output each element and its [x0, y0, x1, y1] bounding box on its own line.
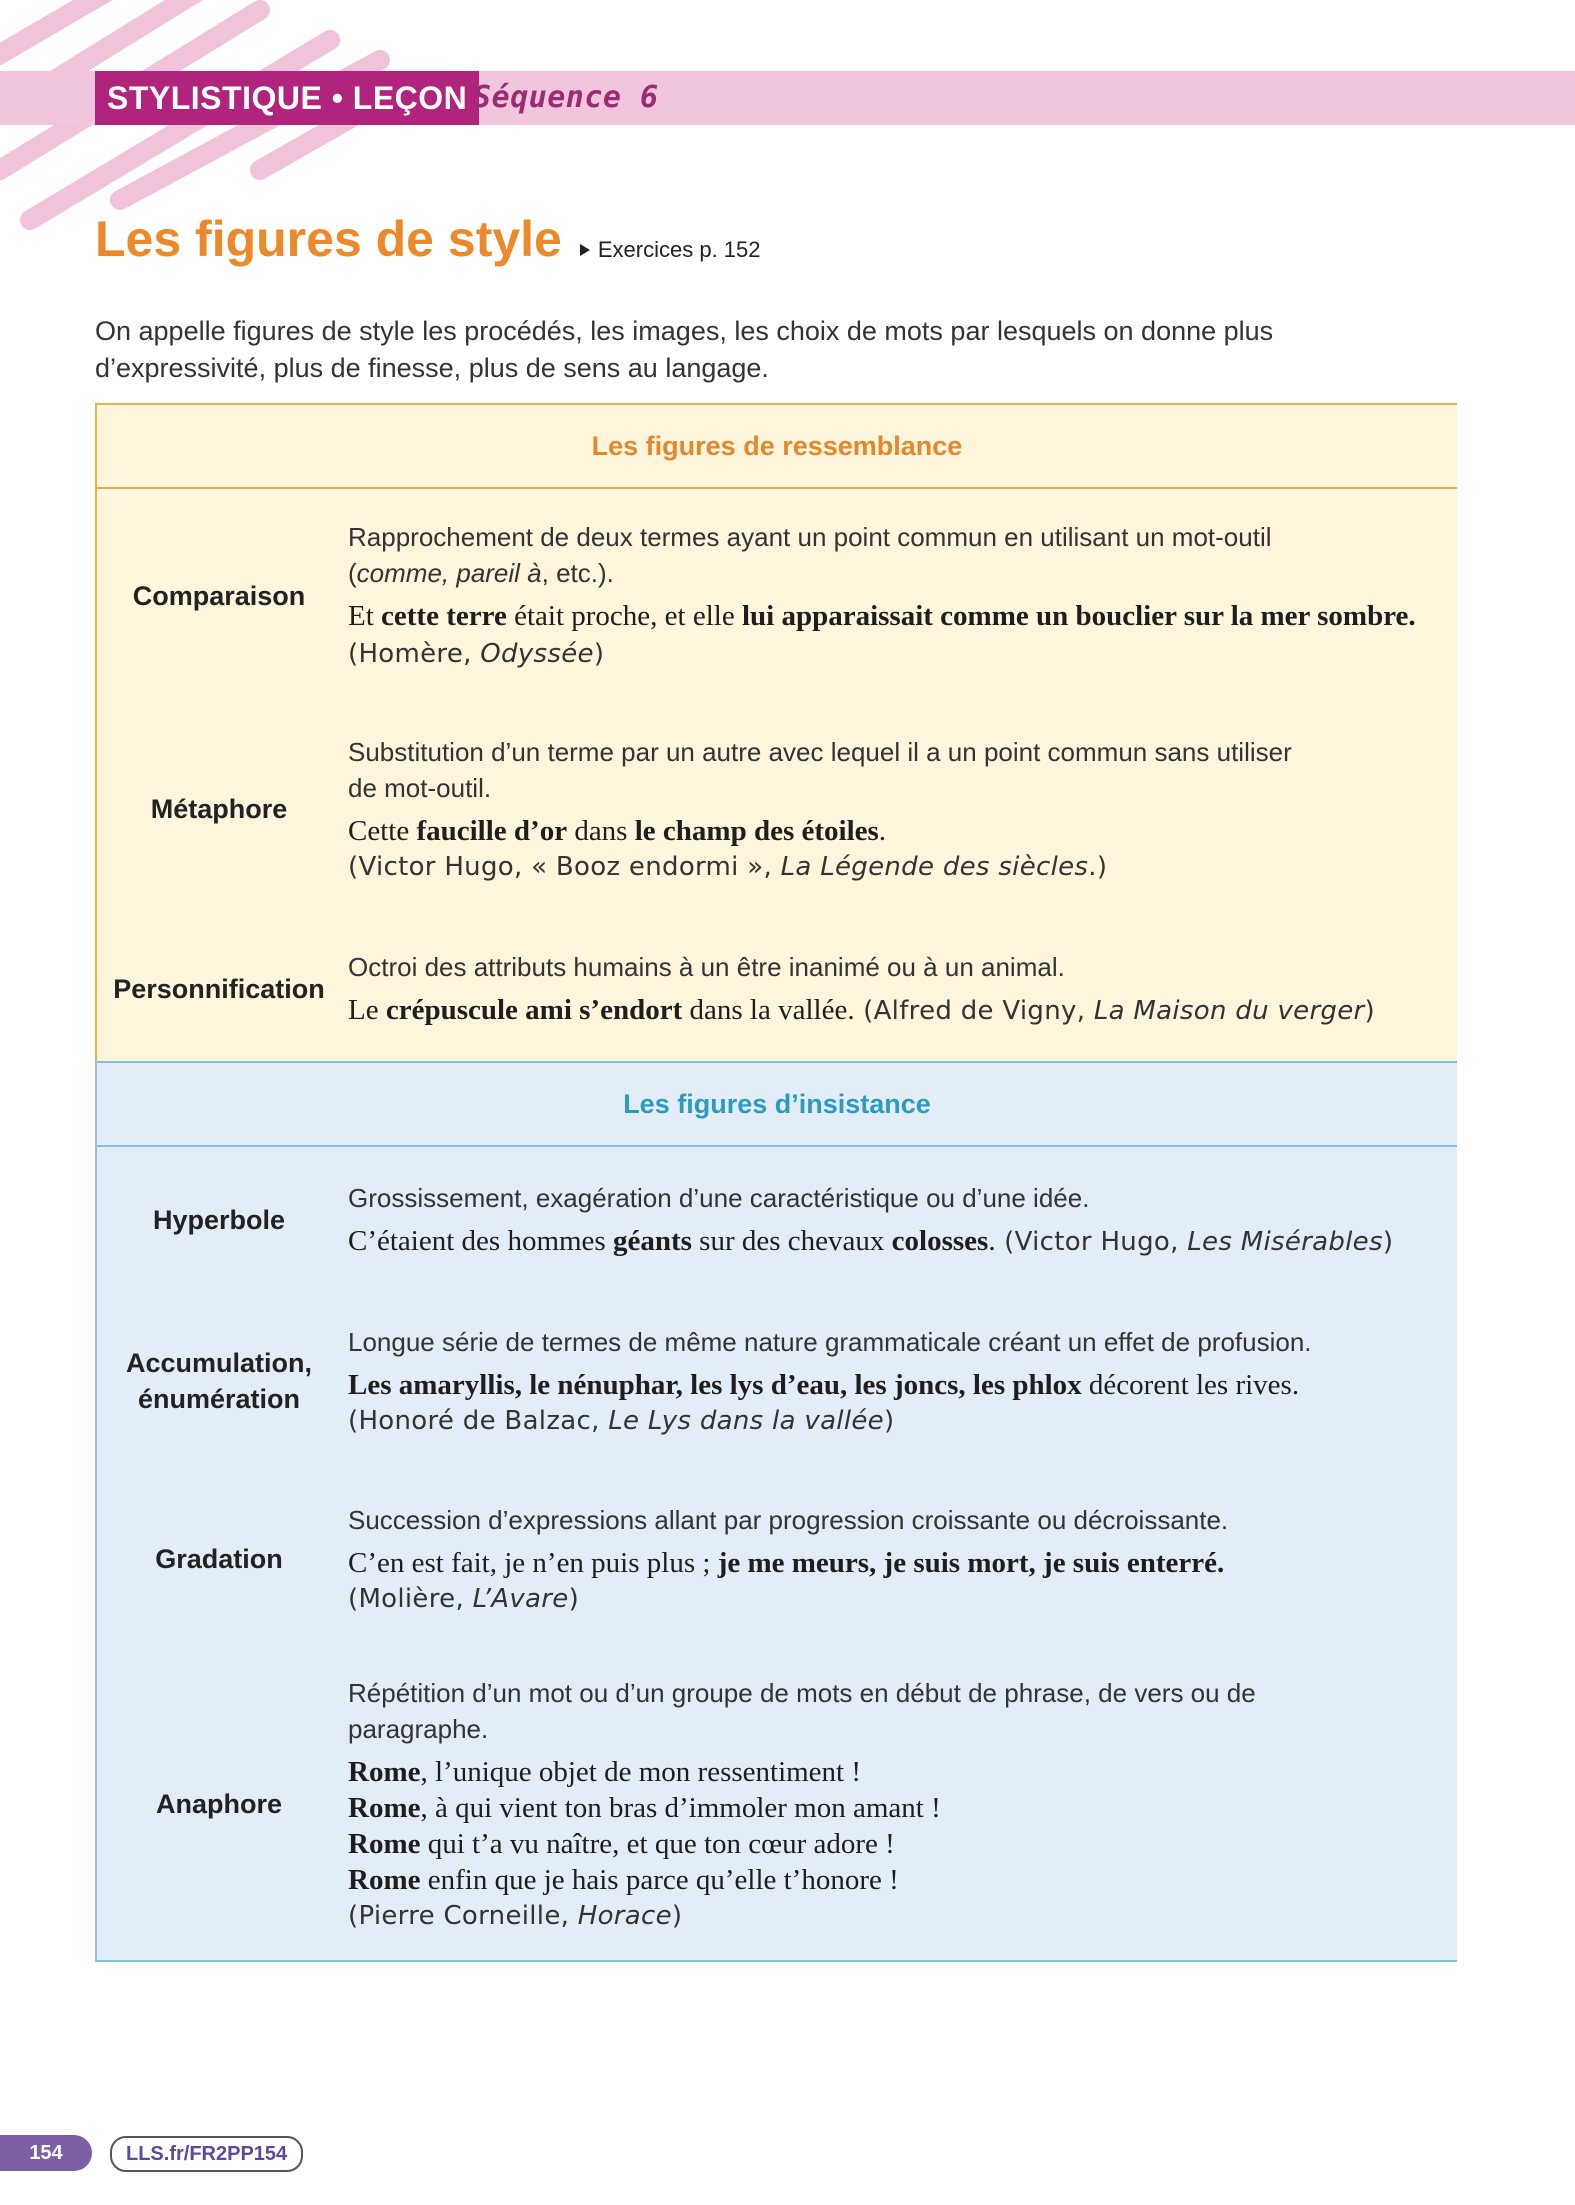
figure-definition: Succession d’expressions allant par progression croissante ou décroissante.: [348, 1504, 1229, 1535]
definition-line: paragraphe.: [348, 1713, 489, 1744]
figure-body: [341, 1675, 1457, 1934]
figure-term: Métaphore: [150, 794, 288, 824]
exercises-link[interactable]: [580, 237, 761, 263]
triangle-arrow-icon: [580, 244, 590, 256]
resemblance-heading: Les figures de ressemblance: [97, 403, 1457, 489]
definition-line: (comme, pareil à, etc.).: [348, 558, 614, 588]
example-source: (Victor Hugo, « Booz endormi », La Légende des siècles.): [348, 851, 1108, 882]
page-number: 154: [0, 2135, 92, 2171]
definition-line: de mot-outil.: [348, 772, 492, 803]
intro-paragraph: [95, 313, 1355, 387]
example-source: (Molière, L’Avare): [348, 1583, 580, 1614]
definition-line: Substitution d’un terme par un autre avec lequel il a un point commun sans utiliser: [348, 736, 1292, 767]
figure-example: Le crépuscule ami s’endort dans la vallée. (Alfred de Vigny, La Maison du verger): [348, 993, 1375, 1026]
page-title: Les figures de style: [95, 211, 562, 267]
intro-line: d’expressivité, plus de finesse, plus de sens au langage.: [95, 353, 769, 383]
section-label: STYLISTIQUE • LEÇON: [95, 71, 479, 125]
example-source: (Honoré de Balzac, Le Lys dans la vallée): [348, 1405, 895, 1436]
intro-line: On appelle figures de style les procédés, les images, les choix de mots par lesquels on donne plus: [95, 316, 1274, 346]
figure-row-metaphore: [97, 702, 1457, 916]
example-source: (Alfred de Vigny, La Maison du verger): [854, 995, 1375, 1026]
verse-line: Rome, l’unique objet de mon ressentiment !: [348, 1755, 862, 1788]
figure-row-anaphore: [97, 1648, 1457, 1960]
footer-link[interactable]: LLS.fr/FR2PP154: [110, 2136, 303, 2172]
figure-example: Et cette terre était proche, et elle lui apparaissait comme un bouclier sur la mer sombre. (Homère, Odyssée): [348, 600, 1416, 669]
example-source: (Pierre Corneille, Horace): [348, 1900, 683, 1931]
example-source: (Victor Hugo, Les Misérables): [995, 1226, 1394, 1257]
figures-table: [95, 403, 1457, 1962]
figure-term: Gradation: [155, 1544, 283, 1574]
figure-body: [341, 1324, 1457, 1439]
figure-body: [341, 949, 1457, 1029]
figure-example: C’étaient des hommes géants sur des chevaux colosses. (Victor Hugo, Les Misérables): [348, 1224, 1394, 1257]
verse-line: Rome qui t’a vu naître, et que ton cœur adore !: [348, 1827, 895, 1860]
resemblance-section: [95, 403, 1457, 1061]
insistance-section: [95, 1061, 1457, 1962]
figure-row-accumulation: [97, 1292, 1457, 1470]
figure-term: Personnification: [113, 973, 325, 1004]
figure-row-comparaison: [97, 489, 1457, 702]
verse-line: Rome, à qui vient ton bras d’immoler mon amant !: [348, 1791, 941, 1824]
verse-line: Rome enfin que je hais parce qu’elle t’honore !: [348, 1863, 899, 1896]
definition-line: Rapprochement de deux termes ayant un point commun en utilisant un mot-outil: [348, 522, 1272, 552]
figure-definition: Grossissement, exagération d’une caractéristique ou d’une idée.: [348, 1182, 1090, 1213]
figure-term: Comparaison: [132, 580, 306, 611]
figure-row-personnification: [97, 916, 1457, 1061]
figure-term: Hyperbole: [152, 1204, 286, 1235]
figure-term: [97, 1345, 341, 1417]
figure-example: Cette faucille d’or dans le champ des étoiles.: [348, 814, 887, 847]
figure-term: Anaphore: [155, 1789, 282, 1819]
figure-definition: Octroi des attributs humains à un être inanimé ou à un animal.: [348, 951, 1065, 982]
figure-body: [341, 1502, 1457, 1617]
example-source: (Homère, Odyssée): [348, 639, 605, 669]
figure-definition: [348, 1675, 1447, 1747]
figure-definition: Longue série de termes de même nature grammaticale créant un effet de profusion.: [348, 1326, 1312, 1357]
figure-row-gradation: [97, 1470, 1457, 1648]
sequence-label: Séquence 6: [473, 80, 659, 115]
title-row: [95, 210, 761, 268]
definition-line: Répétition d’un mot ou d’un groupe de mots en début de phrase, de vers ou de: [348, 1677, 1256, 1708]
figure-example: [348, 1754, 1447, 1898]
insistance-heading: Les figures d’insistance: [97, 1061, 1457, 1147]
exercises-ref-text: Exercices p. 152: [597, 237, 761, 262]
term-line: Accumulation,: [125, 1348, 313, 1378]
figure-body: [341, 1180, 1457, 1260]
figure-body: [341, 519, 1457, 672]
figure-example: Les amaryllis, le nénuphar, les lys d’eau, les joncs, les phlox décorent les rives.: [348, 1368, 1300, 1401]
term-line: énumération: [137, 1384, 301, 1414]
figure-example: C’en est fait, je n’en puis plus ; je me meurs, je suis mort, je suis enterré.: [348, 1546, 1225, 1579]
figure-row-hyperbole: [97, 1147, 1457, 1292]
insistance-rows: [97, 1147, 1457, 1962]
figure-definition: [348, 734, 1447, 806]
figure-definition: [348, 519, 1447, 591]
figure-body: [341, 734, 1457, 885]
